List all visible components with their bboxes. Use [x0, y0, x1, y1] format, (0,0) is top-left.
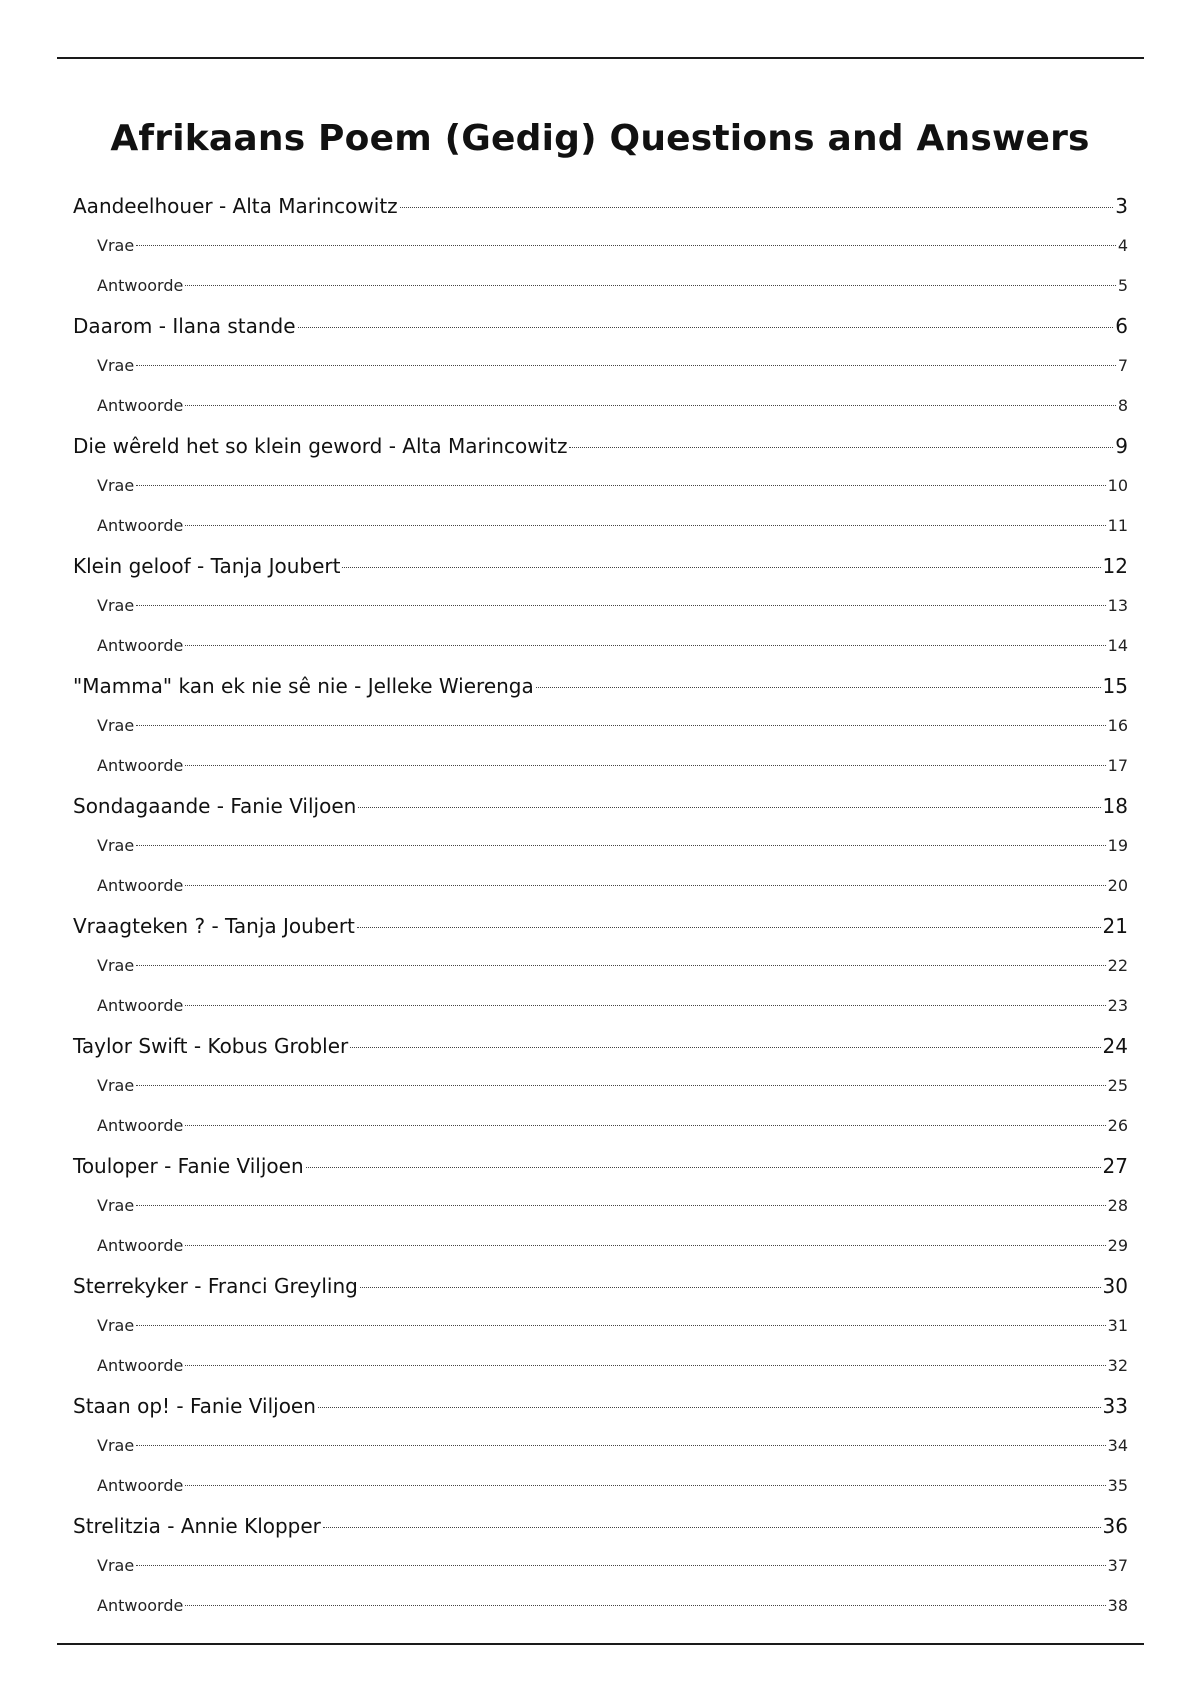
dot-leader	[306, 1167, 1101, 1168]
toc-sub-entry-label: Antwoorde	[97, 1476, 184, 1495]
toc-sub-entry-label: Vrae	[97, 836, 135, 855]
dot-leader	[350, 1047, 1100, 1048]
toc-sub-entry-label: Antwoorde	[97, 1356, 184, 1375]
toc-sub-entry-antwoorde[interactable]	[73, 866, 1128, 906]
toc-entry-title: "Mamma" kan ek nie sê nie - Jelleke Wierenga	[73, 674, 534, 698]
toc-sub-entry-label: Antwoorde	[97, 1596, 184, 1615]
dot-leader	[342, 567, 1100, 568]
dot-leader	[136, 845, 1105, 846]
toc-sub-entry-page: 16	[1107, 716, 1128, 735]
toc-entry-link[interactable]	[73, 1026, 1128, 1066]
toc-sub-entry-vrae[interactable]	[73, 226, 1128, 266]
toc-sub-entry-antwoorde[interactable]	[73, 986, 1128, 1026]
toc-sub-entry-label: Antwoorde	[97, 876, 184, 895]
toc-entry-page: 15	[1102, 674, 1128, 698]
toc-sub-entry-label: Vrae	[97, 596, 135, 615]
toc-entry-title: Taylor Swift - Kobus Grobler	[73, 1034, 349, 1058]
toc-sub-entry-label: Antwoorde	[97, 1236, 184, 1255]
toc-entry	[73, 1026, 1128, 1146]
toc-entry	[73, 186, 1128, 306]
toc-sub-entry-label: Antwoorde	[97, 396, 184, 415]
toc-entry-link[interactable]	[73, 306, 1128, 346]
toc-sub-entry-page: 8	[1117, 396, 1128, 415]
toc-entry	[73, 1146, 1128, 1266]
toc-sub-entry-page: 38	[1107, 1596, 1128, 1615]
toc-entry-page: 33	[1102, 1394, 1128, 1418]
toc-sub-entry-page: 4	[1117, 236, 1128, 255]
toc-sub-entry-label: Antwoorde	[97, 636, 184, 655]
toc-entry-link[interactable]	[73, 786, 1128, 826]
toc-sub-entry-page: 10	[1107, 476, 1128, 495]
dot-leader	[185, 285, 1115, 286]
toc-sub-entry-page: 22	[1107, 956, 1128, 975]
toc-sub-entry-page: 32	[1107, 1356, 1128, 1375]
toc-sub-entry-label: Antwoorde	[97, 1116, 184, 1135]
toc-sub-entry-page: 26	[1107, 1116, 1128, 1135]
toc-entry-page: 27	[1102, 1154, 1128, 1178]
toc-entry-link[interactable]	[73, 426, 1128, 466]
toc-entry-title: Touloper - Fanie Viljoen	[73, 1154, 304, 1178]
dot-leader	[357, 927, 1101, 928]
toc-sub-entry-vrae[interactable]	[73, 1066, 1128, 1106]
toc-sub-entry-page: 11	[1107, 516, 1128, 535]
toc-sub-entry-page: 7	[1117, 356, 1128, 375]
dot-leader	[569, 447, 1113, 448]
dot-leader	[360, 1287, 1101, 1288]
toc-sub-entry-vrae[interactable]	[73, 1546, 1128, 1586]
toc-entry-title: Sterrekyker - Franci Greyling	[73, 1274, 358, 1298]
dot-leader	[536, 687, 1101, 688]
toc-entry	[73, 1506, 1128, 1626]
toc-sub-entry-page: 34	[1107, 1436, 1128, 1455]
toc-sub-entry-page: 31	[1107, 1316, 1128, 1335]
dot-leader	[136, 1205, 1105, 1206]
dot-leader	[185, 1485, 1105, 1486]
dot-leader	[136, 1565, 1105, 1566]
dot-leader	[136, 725, 1105, 726]
dot-leader	[136, 1445, 1105, 1446]
toc-sub-entry-page: 37	[1107, 1556, 1128, 1575]
toc-entry-link[interactable]	[73, 546, 1128, 586]
toc-sub-entry-antwoorde[interactable]	[73, 746, 1128, 786]
toc-sub-entry-page: 23	[1107, 996, 1128, 1015]
toc-entry-link[interactable]	[73, 1146, 1128, 1186]
toc-entry	[73, 786, 1128, 906]
toc-sub-entry-page: 20	[1107, 876, 1128, 895]
dot-leader	[136, 485, 1105, 486]
toc-entry-page: 3	[1115, 194, 1128, 218]
dot-leader	[136, 965, 1105, 966]
toc-sub-entry-label: Vrae	[97, 1436, 135, 1455]
dot-leader	[185, 765, 1105, 766]
toc-sub-entry-label: Vrae	[97, 1316, 135, 1335]
toc-sub-entry-antwoorde[interactable]	[73, 506, 1128, 546]
toc-sub-entry-antwoorde[interactable]	[73, 266, 1128, 306]
dot-leader	[298, 327, 1114, 328]
dot-leader	[136, 605, 1105, 606]
toc-sub-entry-antwoorde[interactable]	[73, 1346, 1128, 1386]
table-of-contents	[73, 186, 1128, 1626]
toc-sub-entry-label: Vrae	[97, 716, 135, 735]
toc-sub-entry-antwoorde[interactable]	[73, 1106, 1128, 1146]
toc-sub-entry-page: 13	[1107, 596, 1128, 615]
toc-sub-entry-antwoorde[interactable]	[73, 386, 1128, 426]
toc-sub-entry-label: Antwoorde	[97, 996, 184, 1015]
dot-leader	[185, 885, 1105, 886]
top-rule	[57, 57, 1144, 59]
toc-entry-link[interactable]	[73, 1386, 1128, 1426]
toc-entry-title: Vraagteken ? - Tanja Joubert	[73, 914, 355, 938]
toc-sub-entry-label: Antwoorde	[97, 756, 184, 775]
toc-sub-entry-label: Vrae	[97, 956, 135, 975]
toc-entry	[73, 426, 1128, 546]
toc-entry-title: Die wêreld het so klein geword - Alta Marincowitz	[73, 434, 568, 458]
toc-sub-entry-vrae[interactable]	[73, 1306, 1128, 1346]
toc-sub-entry-vrae[interactable]	[73, 1426, 1128, 1466]
toc-entry	[73, 306, 1128, 426]
dot-leader	[185, 1605, 1105, 1606]
toc-entry-page: 9	[1115, 434, 1128, 458]
toc-entry-page: 6	[1115, 314, 1128, 338]
dot-leader	[185, 1245, 1105, 1246]
dot-leader	[136, 1325, 1105, 1326]
toc-entry	[73, 546, 1128, 666]
toc-entry	[73, 906, 1128, 1026]
toc-sub-entry-label: Vrae	[97, 1556, 135, 1575]
toc-entry-page: 21	[1102, 914, 1128, 938]
dot-leader	[185, 1005, 1105, 1006]
toc-entry	[73, 666, 1128, 786]
toc-entry	[73, 1266, 1128, 1386]
dot-leader	[358, 807, 1100, 808]
bottom-rule	[57, 1643, 1144, 1645]
toc-entry-title: Aandeelhouer - Alta Marincowitz	[73, 194, 398, 218]
toc-entry-page: 24	[1102, 1034, 1128, 1058]
toc-sub-entry-label: Antwoorde	[97, 516, 184, 535]
toc-entry-link[interactable]	[73, 906, 1128, 946]
page-title: Afrikaans Poem (Gedig) Questions and Answers	[110, 118, 1090, 159]
toc-entry-page: 12	[1102, 554, 1128, 578]
toc-entry	[73, 1386, 1128, 1506]
toc-sub-entry-vrae[interactable]	[73, 346, 1128, 386]
toc-sub-entry-page: 17	[1107, 756, 1128, 775]
toc-sub-entry-page: 28	[1107, 1196, 1128, 1215]
toc-sub-entry-page: 5	[1117, 276, 1128, 295]
toc-sub-entry-antwoorde[interactable]	[73, 626, 1128, 666]
toc-sub-entry-vrae[interactable]	[73, 586, 1128, 626]
toc-entry-title: Sondagaande - Fanie Viljoen	[73, 794, 357, 818]
dot-leader	[185, 405, 1115, 406]
dot-leader	[185, 525, 1105, 526]
toc-sub-entry-label: Vrae	[97, 356, 135, 375]
dot-leader	[323, 1527, 1101, 1528]
toc-sub-entry-label: Vrae	[97, 476, 135, 495]
toc-sub-entry-antwoorde[interactable]	[73, 1466, 1128, 1506]
toc-entry-link[interactable]	[73, 666, 1128, 706]
toc-sub-entry-label: Vrae	[97, 1076, 135, 1095]
toc-sub-entry-label: Vrae	[97, 1196, 135, 1215]
dot-leader	[185, 1125, 1105, 1126]
toc-sub-entry-page: 29	[1107, 1236, 1128, 1255]
dot-leader	[136, 1085, 1105, 1086]
toc-sub-entry-antwoorde[interactable]	[73, 1586, 1128, 1626]
toc-sub-entry-label: Antwoorde	[97, 276, 184, 295]
dot-leader	[136, 245, 1116, 246]
toc-entry-page: 18	[1102, 794, 1128, 818]
toc-entry-link[interactable]	[73, 1506, 1128, 1546]
toc-entry-title: Klein geloof - Tanja Joubert	[73, 554, 341, 578]
dot-leader	[185, 1365, 1105, 1366]
toc-sub-entry-label: Vrae	[97, 236, 135, 255]
dot-leader	[400, 207, 1114, 208]
toc-entry-page: 36	[1102, 1514, 1128, 1538]
toc-sub-entry-page: 25	[1107, 1076, 1128, 1095]
toc-entry-title: Strelitzia - Annie Klopper	[73, 1514, 321, 1538]
toc-sub-entry-vrae[interactable]	[73, 466, 1128, 506]
toc-sub-entry-page: 35	[1107, 1476, 1128, 1495]
toc-entry-title: Staan op! - Fanie Viljoen	[73, 1394, 316, 1418]
dot-leader	[185, 645, 1105, 646]
dot-leader	[136, 365, 1116, 366]
toc-entry-title: Daarom - Ilana stande	[73, 314, 296, 338]
toc-sub-entry-page: 19	[1107, 836, 1128, 855]
dot-leader	[318, 1407, 1101, 1408]
toc-sub-entry-antwoorde[interactable]	[73, 1226, 1128, 1266]
toc-sub-entry-vrae[interactable]	[73, 706, 1128, 746]
toc-entry-page: 30	[1102, 1274, 1128, 1298]
toc-entry-link[interactable]	[73, 1266, 1128, 1306]
toc-sub-entry-vrae[interactable]	[73, 826, 1128, 866]
toc-sub-entry-vrae[interactable]	[73, 946, 1128, 986]
toc-sub-entry-vrae[interactable]	[73, 1186, 1128, 1226]
toc-entry-link[interactable]	[73, 186, 1128, 226]
toc-sub-entry-page: 14	[1107, 636, 1128, 655]
